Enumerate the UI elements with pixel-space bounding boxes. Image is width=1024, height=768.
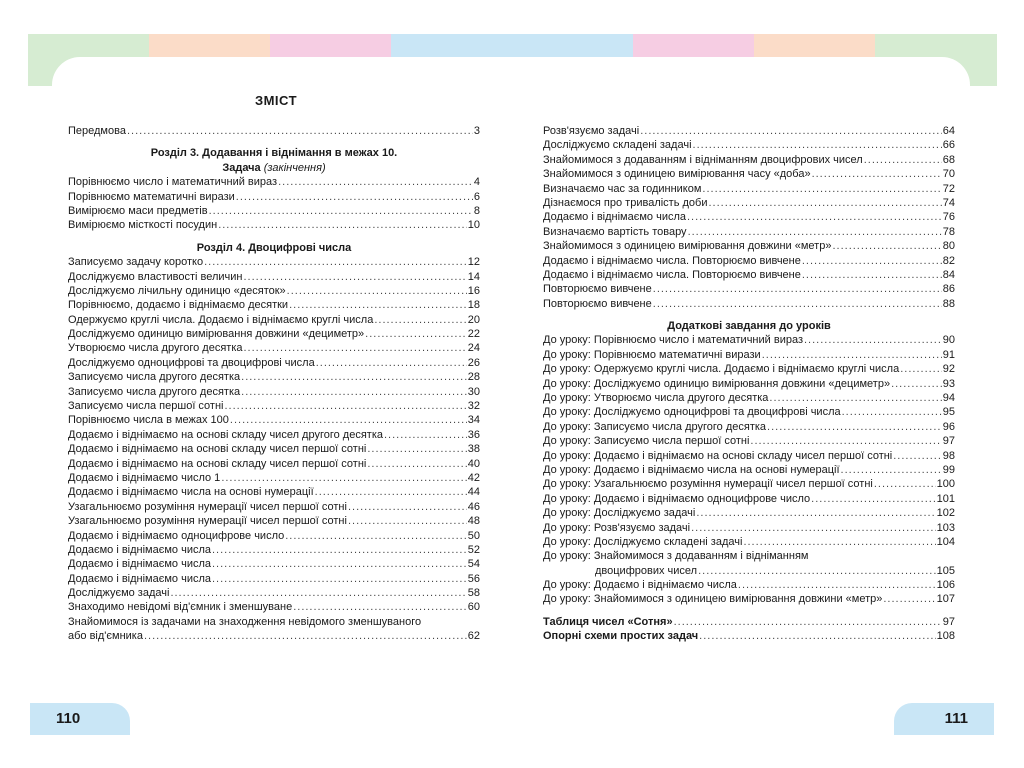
toc-entry[interactable] xyxy=(68,572,480,586)
toc-leader-dots xyxy=(802,268,942,282)
toc-entry[interactable] xyxy=(68,457,480,471)
toc-leader-dots xyxy=(640,124,942,138)
toc-leader-dots xyxy=(212,543,467,557)
toc-page-number: 84 xyxy=(942,268,955,281)
toc-leader-dots xyxy=(224,399,466,413)
toc-page-number: 40 xyxy=(467,457,480,470)
toc-page-number: 54 xyxy=(467,558,480,571)
toc-entry-label: Порівнюємо числа в межах 100 xyxy=(68,414,229,427)
toc-entry[interactable] xyxy=(68,218,480,232)
toc-page-number: 70 xyxy=(942,168,955,181)
toc-entry-label: Утворюємо числа другого десятка xyxy=(68,342,243,355)
toc-entry-label: Таблиця чисел «Сотня» xyxy=(543,615,673,628)
toc-leader-dots xyxy=(218,218,467,232)
toc-entry-label: Додаємо і віднімаємо числа. Повторюємо вивчене xyxy=(543,268,801,281)
toc-entry[interactable] xyxy=(68,370,480,384)
toc-entry[interactable] xyxy=(543,210,955,224)
toc-entry[interactable] xyxy=(68,543,480,557)
toc-leader-dots xyxy=(365,327,467,341)
toc-entry[interactable] xyxy=(68,529,480,543)
toc-page-number: 48 xyxy=(467,515,480,528)
toc-entry-line xyxy=(543,549,955,563)
toc-leader-dots xyxy=(241,385,467,399)
toc-entry-label: Досліджуємо одиницю вимірювання довжини «дециметр» xyxy=(68,328,365,341)
toc-page-number: 22 xyxy=(467,328,480,341)
toc-leader-dots xyxy=(767,420,942,434)
toc-leader-dots xyxy=(812,167,942,181)
toc-entry[interactable] xyxy=(68,270,480,284)
toc-entry[interactable] xyxy=(68,124,480,138)
toc-entry[interactable] xyxy=(68,514,480,528)
toc-leader-dots xyxy=(743,535,935,549)
toc-page-number: 93 xyxy=(942,377,955,390)
toc-entry-label: Досліджуємо лічильну одиницю «десяток» xyxy=(68,284,286,297)
toc-entry[interactable] xyxy=(543,239,955,253)
toc-leader-dots xyxy=(367,442,466,456)
toc-entry[interactable] xyxy=(68,356,480,370)
toc-entry[interactable] xyxy=(543,449,955,463)
toc-entry-label: Записуємо задачу коротко xyxy=(68,256,204,269)
toc-leader-dots xyxy=(699,629,935,643)
toc-leader-dots xyxy=(762,348,942,362)
toc-entry[interactable] xyxy=(543,377,955,391)
toc-entry[interactable] xyxy=(543,506,955,520)
toc-entry-label: Повторюємо вивчене xyxy=(543,283,652,296)
toc-entry[interactable] xyxy=(68,175,480,189)
toc-page-number: 60 xyxy=(467,601,480,614)
toc-entry[interactable] xyxy=(543,405,955,419)
toc-entry[interactable] xyxy=(543,477,955,491)
toc-page-number: 100 xyxy=(936,478,955,491)
toc-entry[interactable] xyxy=(543,124,955,138)
toc-entry[interactable] xyxy=(68,255,480,269)
toc-page-number: 16 xyxy=(467,284,480,297)
toc-leader-dots xyxy=(804,333,942,347)
toc-leader-dots xyxy=(891,377,942,391)
toc-right-column xyxy=(543,124,955,644)
toc-entry[interactable] xyxy=(543,167,955,181)
toc-entry[interactable] xyxy=(543,564,955,578)
toc-entry-label: Одержуємо круглі числа. Додаємо і віднімаємо круглі числа xyxy=(68,313,374,326)
toc-page-number: 24 xyxy=(467,342,480,355)
toc-page-number: 62 xyxy=(467,630,480,643)
toc-leader-dots xyxy=(241,370,467,384)
toc-page-number: 106 xyxy=(936,579,955,592)
toc-entry[interactable] xyxy=(543,138,955,152)
toc-page-number: 18 xyxy=(467,299,480,312)
toc-page-number: 102 xyxy=(936,507,955,520)
toc-entry-label: двоцифрових чисел xyxy=(595,564,698,577)
toc-entry-label: Додаємо і віднімаємо на основі складу чисел першої сотні xyxy=(68,443,367,456)
toc-leader-dots xyxy=(236,190,473,204)
toc-entry[interactable] xyxy=(68,190,480,204)
toc-entry-label: Порівнюємо число і математичний вираз xyxy=(68,176,278,189)
toc-page-number: 66 xyxy=(942,139,955,152)
toc-entry[interactable] xyxy=(543,225,955,239)
toc-entry-label: або від'ємника xyxy=(68,630,143,643)
toc-entry-label: До уроку: Досліджуємо одиницю вимірювання довжини «дециметр» xyxy=(543,377,891,390)
toc-page-number: 76 xyxy=(942,211,955,224)
toc-page-number: 6 xyxy=(473,190,480,203)
toc-page-number: 46 xyxy=(467,500,480,513)
toc-leader-dots xyxy=(212,557,467,571)
toc-entry-label: Досліджуємо одноцифрові та двоцифрові числа xyxy=(68,356,315,369)
toc-entry[interactable] xyxy=(68,601,480,615)
toc-leader-dots xyxy=(221,471,466,485)
toc-entry-line xyxy=(68,615,480,629)
toc-page-number: 68 xyxy=(942,153,955,166)
toc-entry[interactable] xyxy=(543,362,955,376)
toc-entry[interactable] xyxy=(543,420,955,434)
toc-leader-dots xyxy=(883,592,935,606)
toc-page-number: 36 xyxy=(467,428,480,441)
toc-leader-dots xyxy=(693,138,942,152)
toc-leader-dots xyxy=(367,457,466,471)
toc-entry-label: Додаємо і віднімаємо числа xyxy=(68,572,211,585)
toc-leader-dots xyxy=(170,586,466,600)
toc-leader-dots xyxy=(864,153,942,167)
toc-leader-dots xyxy=(687,210,942,224)
toc-entry-label: Узагальнюємо розуміння нумерації чисел першої сотні xyxy=(68,500,347,513)
toc-entry-label: Додаємо і віднімаємо числа xyxy=(68,543,211,556)
toc-page-number: 56 xyxy=(467,572,480,585)
toc-leader-dots xyxy=(900,362,942,376)
toc-leader-dots xyxy=(691,521,936,535)
left-page-number: 110 xyxy=(30,703,130,735)
toc-leader-dots xyxy=(348,500,467,514)
toc-leader-dots xyxy=(374,313,466,327)
toc-entry-label: Записуємо числа другого десятка xyxy=(68,385,241,398)
toc-entry-label: До уроку: Додаємо і віднімаємо числа xyxy=(543,579,737,592)
toc-entry[interactable] xyxy=(68,586,480,600)
toc-entry-label: До уроку: Знайомимося з одиницею вимірювання довжини «метр» xyxy=(543,593,883,606)
toc-entry[interactable] xyxy=(68,442,480,456)
toc-entry[interactable] xyxy=(543,391,955,405)
toc-entry[interactable] xyxy=(543,593,955,607)
toc-leader-dots xyxy=(709,196,942,210)
toc-entry[interactable] xyxy=(543,348,955,362)
toc-entry[interactable] xyxy=(68,204,480,218)
toc-entry-label: Знайомимося із задачами на знаходження невідомого зменшуваного xyxy=(68,615,422,628)
toc-leader-dots xyxy=(674,615,942,629)
toc-page-number: 28 xyxy=(467,371,480,384)
toc-entry-label: Досліджуємо складені задачі xyxy=(543,139,692,152)
toc-entry[interactable] xyxy=(543,153,955,167)
toc-entry-label: Порівнюємо математичні вирази xyxy=(68,190,235,203)
toc-entry[interactable] xyxy=(68,485,480,499)
toc-leader-dots xyxy=(653,282,942,296)
toc-leader-dots xyxy=(696,506,935,520)
toc-leader-dots xyxy=(287,284,467,298)
toc-page-number: 72 xyxy=(942,182,955,195)
toc-left-column xyxy=(68,124,480,644)
toc-entry-label: Досліджуємо властивості величин xyxy=(68,270,243,283)
toc-page-number: 32 xyxy=(467,400,480,413)
toc-entry[interactable] xyxy=(68,327,480,341)
toc-page-number: 98 xyxy=(942,449,955,462)
toc-leader-dots xyxy=(212,572,467,586)
toc-section-heading: Додаткові завдання до уроків xyxy=(667,320,831,333)
toc-leader-dots xyxy=(315,485,467,499)
toc-entry[interactable] xyxy=(543,333,955,347)
toc-section-heading: Розділ 3. Додавання і віднімання в межах 10. xyxy=(150,147,398,160)
toc-leader-dots xyxy=(127,124,473,138)
toc-page-number: 12 xyxy=(467,256,480,269)
toc-leader-dots xyxy=(348,514,467,528)
toc-entry-label: Порівнюємо, додаємо і віднімаємо десятки xyxy=(68,299,289,312)
page-title: ЗМІСТ xyxy=(254,93,298,108)
toc-page-number: 99 xyxy=(942,463,955,476)
toc-entry-label: Вимірюємо місткості посудин xyxy=(68,219,218,232)
toc-entry-label: Досліджуємо задачі xyxy=(68,587,170,600)
toc-page-number: 38 xyxy=(467,443,480,456)
toc-entry-label: Додаємо і віднімаємо числа на основі нумерації xyxy=(68,486,314,499)
subheading-note: (закінчення) xyxy=(263,161,326,174)
toc-page-number: 97 xyxy=(942,435,955,448)
toc-page-number: 42 xyxy=(467,471,480,484)
toc-entry-label: Узагальнюємо розуміння нумерації чисел першої сотні xyxy=(68,515,347,528)
toc-leader-dots xyxy=(289,298,467,312)
toc-leader-dots xyxy=(738,578,936,592)
toc-entry[interactable] xyxy=(543,578,955,592)
toc-leader-dots xyxy=(750,434,941,448)
toc-leader-dots xyxy=(144,629,467,643)
toc-page-number: 80 xyxy=(942,240,955,253)
toc-entry[interactable] xyxy=(543,521,955,535)
toc-leader-dots xyxy=(893,449,942,463)
toc-entry[interactable] xyxy=(543,629,955,643)
toc-entry-label: До уроку: Розв'язуємо задачі xyxy=(543,521,691,534)
toc-leader-dots xyxy=(204,255,467,269)
toc-entry-label: До уроку: Одержуємо круглі числа. Додаємо і віднімаємо круглі числа xyxy=(543,363,900,376)
toc-page-number: 97 xyxy=(942,615,955,628)
toc-entry[interactable] xyxy=(543,297,955,311)
toc-leader-dots xyxy=(209,204,473,218)
toc-entry[interactable] xyxy=(543,182,955,196)
toc-gap xyxy=(543,311,955,319)
toc-entry-label: Знайомимося з одиницею вимірювання довжини «метр» xyxy=(543,240,832,253)
toc-section-heading: Розділ 4. Двоцифрові числа xyxy=(196,241,352,254)
toc-gap xyxy=(68,138,480,146)
toc-entry-label: До уроку: Досліджуємо задачі xyxy=(543,507,696,520)
toc-entry[interactable] xyxy=(68,500,480,514)
toc-entry[interactable] xyxy=(68,313,480,327)
toc-entry[interactable] xyxy=(68,298,480,312)
toc-entry[interactable] xyxy=(543,535,955,549)
toc-entry[interactable] xyxy=(68,413,480,427)
toc-leader-dots xyxy=(384,428,467,442)
toc-leader-dots xyxy=(811,492,935,506)
toc-page-number: 52 xyxy=(467,543,480,556)
toc-page-number: 96 xyxy=(942,420,955,433)
toc-entry-label: Додаємо і віднімаємо одноцифрове число xyxy=(68,529,285,542)
toc-entry-label: Розв'язуємо задачі xyxy=(543,124,640,137)
toc-entry-label: Передмова xyxy=(68,124,126,137)
toc-page-number: 8 xyxy=(473,204,480,217)
toc-entry-label: Повторюємо вивчене xyxy=(543,297,652,310)
toc-entry-label: Знайомимося з одиницею вимірювання часу «доба» xyxy=(543,168,811,181)
toc-page-number: 108 xyxy=(936,630,955,643)
toc-page-number: 3 xyxy=(473,124,480,137)
toc-page-number: 91 xyxy=(942,348,955,361)
toc-entry-label: До уроку: Додаємо і віднімаємо числа на основі нумерації xyxy=(543,463,840,476)
toc-leader-dots xyxy=(244,341,467,355)
toc-entry-label: Вимірюємо маси предметів xyxy=(68,204,208,217)
toc-leader-dots xyxy=(653,297,942,311)
toc-page-number: 103 xyxy=(936,521,955,534)
toc-entry-label: До уроку: Додаємо і віднімаємо одноцифрове число xyxy=(543,492,811,505)
toc-page-number: 86 xyxy=(942,283,955,296)
toc-page-number: 50 xyxy=(467,529,480,542)
toc-entry[interactable] xyxy=(543,615,955,629)
toc-page-number: 34 xyxy=(467,414,480,427)
toc-page-number: 58 xyxy=(467,587,480,600)
toc-gap xyxy=(543,607,955,615)
toc-entry-label: Знайомимося з додаванням і відніманням двоцифрових чисел xyxy=(543,153,863,166)
toc-entry[interactable] xyxy=(68,428,480,442)
toc-page-number: 20 xyxy=(467,313,480,326)
toc-entry-label: Визначаємо вартість товару xyxy=(543,225,687,238)
toc-leader-dots xyxy=(285,529,467,543)
toc-entry[interactable] xyxy=(543,196,955,210)
toc-leader-dots xyxy=(278,175,473,189)
toc-entry-label: Записуємо числа першої сотні xyxy=(68,400,224,413)
toc-entry-label: Додаємо і віднімаємо числа. Повторюємо вивчене xyxy=(543,254,801,267)
toc-leader-dots xyxy=(832,239,941,253)
toc-page-number: 90 xyxy=(942,334,955,347)
toc-page-number: 104 xyxy=(936,535,955,548)
toc-page-number: 94 xyxy=(942,392,955,405)
toc-entry[interactable] xyxy=(543,254,955,268)
toc-page-number: 4 xyxy=(473,176,480,189)
toc-leader-dots xyxy=(243,270,466,284)
toc-entry-label: Додаємо і віднімаємо число 1 xyxy=(68,471,221,484)
toc-leader-dots xyxy=(841,463,942,477)
right-page-number: 111 xyxy=(894,703,994,735)
toc-entry-label: До уроку: Утворюємо числа другого десятка xyxy=(543,392,769,405)
toc-page-number: 30 xyxy=(467,385,480,398)
toc-leader-dots xyxy=(698,564,936,578)
toc-entry[interactable] xyxy=(68,399,480,413)
toc-page-number: 95 xyxy=(942,406,955,419)
toc-entry[interactable] xyxy=(68,471,480,485)
toc-page-number: 78 xyxy=(942,225,955,238)
toc-entry-label: Додаємо і віднімаємо числа xyxy=(543,211,686,224)
toc-entry-label: До уроку: Узагальнюємо розуміння нумерації чисел першої сотні xyxy=(543,478,873,491)
toc-entry-label: Додаємо і віднімаємо числа xyxy=(68,558,211,571)
toc-entry[interactable] xyxy=(68,284,480,298)
toc-entry-label: До уроку: Записуємо числа другого десятка xyxy=(543,420,767,433)
toc-page-number: 107 xyxy=(936,593,955,606)
toc-gap xyxy=(68,233,480,241)
toc-leader-dots xyxy=(688,225,942,239)
toc-entry-label: До уроку: Порівнюємо математичні вирази xyxy=(543,348,761,361)
toc-entry-label: До уроку: Досліджуємо складені задачі xyxy=(543,535,743,548)
toc-leader-dots xyxy=(842,405,942,419)
toc-entry[interactable] xyxy=(68,341,480,355)
toc-page-number: 82 xyxy=(942,254,955,267)
toc-entry-label: Дізнаємося про тривалість доби xyxy=(543,196,708,209)
toc-page-number: 101 xyxy=(936,492,955,505)
toc-entry-label: До уроку: Знайомимося з додаванням і відніманням xyxy=(543,550,809,563)
toc-page-number: 92 xyxy=(942,363,955,376)
toc-leader-dots xyxy=(702,182,941,196)
toc-entry[interactable] xyxy=(68,385,480,399)
toc-entry-label: Додаємо і віднімаємо на основі складу чисел другого десятка xyxy=(68,428,383,441)
toc-entry-label: Знаходимо невідомі від'ємник і зменшуване xyxy=(68,601,293,614)
toc-page-number: 105 xyxy=(936,564,955,577)
toc-entry-label: Записуємо числа другого десятка xyxy=(68,371,241,384)
toc-entry-label: До уроку: Порівнюємо число і математичний вираз xyxy=(543,334,803,347)
toc-entry-label: Визначаємо час за годинником xyxy=(543,182,702,195)
toc-leader-dots xyxy=(316,356,467,370)
toc-section-subheading xyxy=(68,161,480,175)
toc-entry-label: До уроку: Досліджуємо одноцифрові та двоцифрові числа xyxy=(543,406,841,419)
toc-entry[interactable] xyxy=(543,463,955,477)
toc-page-number: 10 xyxy=(467,219,480,232)
toc-leader-dots xyxy=(769,391,941,405)
toc-entry-label: Додаємо і віднімаємо на основі складу чисел першої сотні xyxy=(68,457,367,470)
toc-page-number: 14 xyxy=(467,270,480,283)
subheading-text: Задача xyxy=(222,161,261,174)
toc-entry[interactable] xyxy=(68,557,480,571)
toc-leader-dots xyxy=(293,600,467,614)
toc-page-number: 64 xyxy=(942,124,955,137)
toc-page-number: 26 xyxy=(467,356,480,369)
toc-page-number: 44 xyxy=(467,486,480,499)
toc-entry-label: До уроку: Записуємо числа першої сотні xyxy=(543,435,750,448)
toc-entry[interactable] xyxy=(68,629,480,643)
toc-entry[interactable] xyxy=(543,282,955,296)
toc-entry-label: До уроку: Додаємо і віднімаємо на основі складу чисел першої сотні xyxy=(543,449,893,462)
toc-page-number: 74 xyxy=(942,196,955,209)
toc-leader-dots xyxy=(874,477,936,491)
toc-entry[interactable] xyxy=(543,492,955,506)
toc-leader-dots xyxy=(230,413,467,427)
toc-entry[interactable] xyxy=(543,268,955,282)
toc-page-number: 88 xyxy=(942,297,955,310)
toc-entry-label: Опорні схеми простих задач xyxy=(543,630,699,643)
toc-leader-dots xyxy=(802,254,942,268)
toc-entry[interactable] xyxy=(543,434,955,448)
